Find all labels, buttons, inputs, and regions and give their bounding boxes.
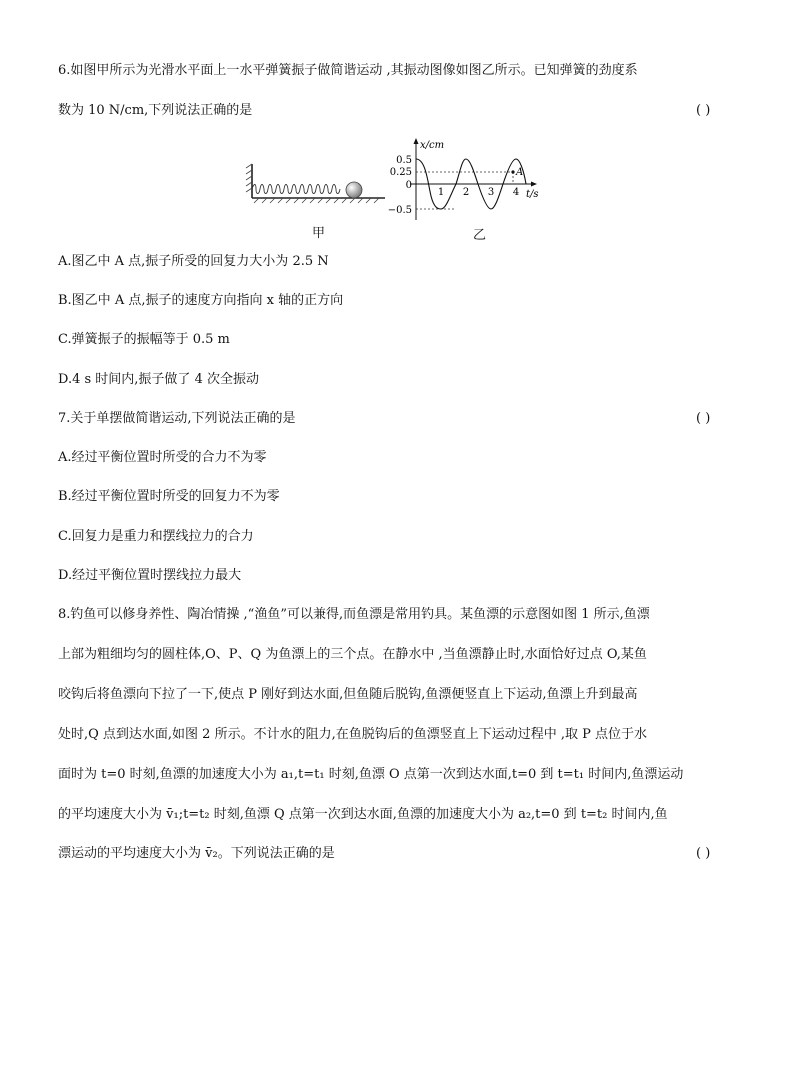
- q6-option-d: D.4 s 时间内,振子做了 4 次全振动: [58, 372, 259, 387]
- spring-oscillator-diagram: [246, 164, 385, 203]
- y-tick-0.5: 0.5: [396, 155, 412, 166]
- y-axis-arrow: [414, 138, 419, 144]
- y-axis-label: x/cm: [420, 140, 445, 151]
- q7-stem: 7.关于单摆做简谐运动,下列说法正确的是: [58, 411, 296, 426]
- q6-figure: [240, 134, 570, 248]
- q8-stem-line2: 上部为粗细均匀的圆柱体,O、P、Q 为鱼漂上的三个点。在静水中 ,当鱼漂静止时,水面恰好过点 O,某鱼: [58, 647, 647, 662]
- q6-stem-line1: 6.如图甲所示为光滑水平面上一水平弹簧振子做简谐运动 ,其振动图像如图乙所示。已知弹簧的劲度系: [58, 63, 638, 78]
- q7-option-c: C.回复力是重力和摆线拉力的合力: [58, 529, 254, 544]
- x-axis-label: t/s: [526, 189, 539, 200]
- x-tick-3: 3: [487, 187, 495, 198]
- q8-stem-line4: 处时,Q 点到达水面,如图 2 所示。不计水的阻力,在鱼脱钩后的鱼漂竖直上下运动过程中 ,取 P 点位于水: [58, 727, 647, 742]
- y-tick-0.25: 0.25: [389, 167, 412, 178]
- x-tick-1: 1: [437, 187, 445, 198]
- oscillator-ball: [346, 182, 362, 198]
- vibration-graph: [388, 138, 539, 220]
- q6-option-b: B.图乙中 A 点,振子的速度方向指向 x 轴的正方向: [58, 293, 344, 308]
- figure-caption-yi: 乙: [473, 228, 487, 243]
- q6-option-c: C.弹簧振子的振幅等于 0.5 m: [58, 332, 230, 347]
- point-A-label: A: [516, 167, 524, 178]
- q7-answer-bracket: ( ): [696, 411, 711, 426]
- q8-stem-line6: 的平均速度大小为 v̄₁;t=t₂ 时刻,鱼漂 Q 点第一次到达水面,鱼漂的加速度大小为 a₂,t=0 到 t=t₂ 时间内,鱼: [58, 807, 668, 822]
- y-tick-neg0.5: −0.5: [387, 205, 412, 216]
- x-tick-2: 2: [462, 187, 470, 198]
- point-A: [511, 170, 514, 173]
- q7-option-a: A.经过平衡位置时所受的合力不为零: [58, 450, 267, 465]
- q6-figure-svg: [240, 134, 570, 244]
- figure-caption-jia: 甲: [312, 226, 326, 241]
- q7-option-d: D.经过平衡位置时摆线拉力最大: [58, 568, 242, 583]
- q6-option-a: A.图乙中 A 点,振子所受的回复力大小为 2.5 N: [58, 254, 329, 269]
- q8-stem-line5: 面时为 t=0 时刻,鱼漂的加速度大小为 a₁,t=t₁ 时刻,鱼漂 O 点第一次到达水面,t=0 到 t=t₁ 时间内,鱼漂运动: [58, 767, 684, 782]
- q6-answer-bracket: ( ): [696, 103, 711, 118]
- q8-stem-line1: 8.钓鱼可以修身养性、陶冶情操 ,“渔鱼”可以兼得,而鱼漂是常用钓具。某鱼漂的示意图如图 1 所示,鱼漂: [58, 607, 650, 622]
- q8-stem-line7: 漂运动的平均速度大小为 v̄₂。下列说法正确的是: [58, 846, 335, 861]
- x-axis-arrow: [531, 182, 537, 187]
- q6-stem-line2: 数为 10 N/cm,下列说法正确的是: [58, 103, 253, 118]
- spring-coil: [252, 185, 340, 194]
- wall-hatch: [246, 164, 252, 192]
- q8-stem-line3: 咬钩后将鱼漂向下拉了一下,使点 P 刚好到达水面,但鱼随后脱钩,鱼漂便竖直上下运动,鱼漂上升到最高: [58, 687, 638, 702]
- y-tick-0: 0: [405, 180, 412, 191]
- q7-option-b: B.经过平衡位置时所受的回复力不为零: [58, 489, 280, 504]
- q8-answer-bracket: ( ): [696, 846, 711, 861]
- x-tick-4: 4: [512, 187, 520, 198]
